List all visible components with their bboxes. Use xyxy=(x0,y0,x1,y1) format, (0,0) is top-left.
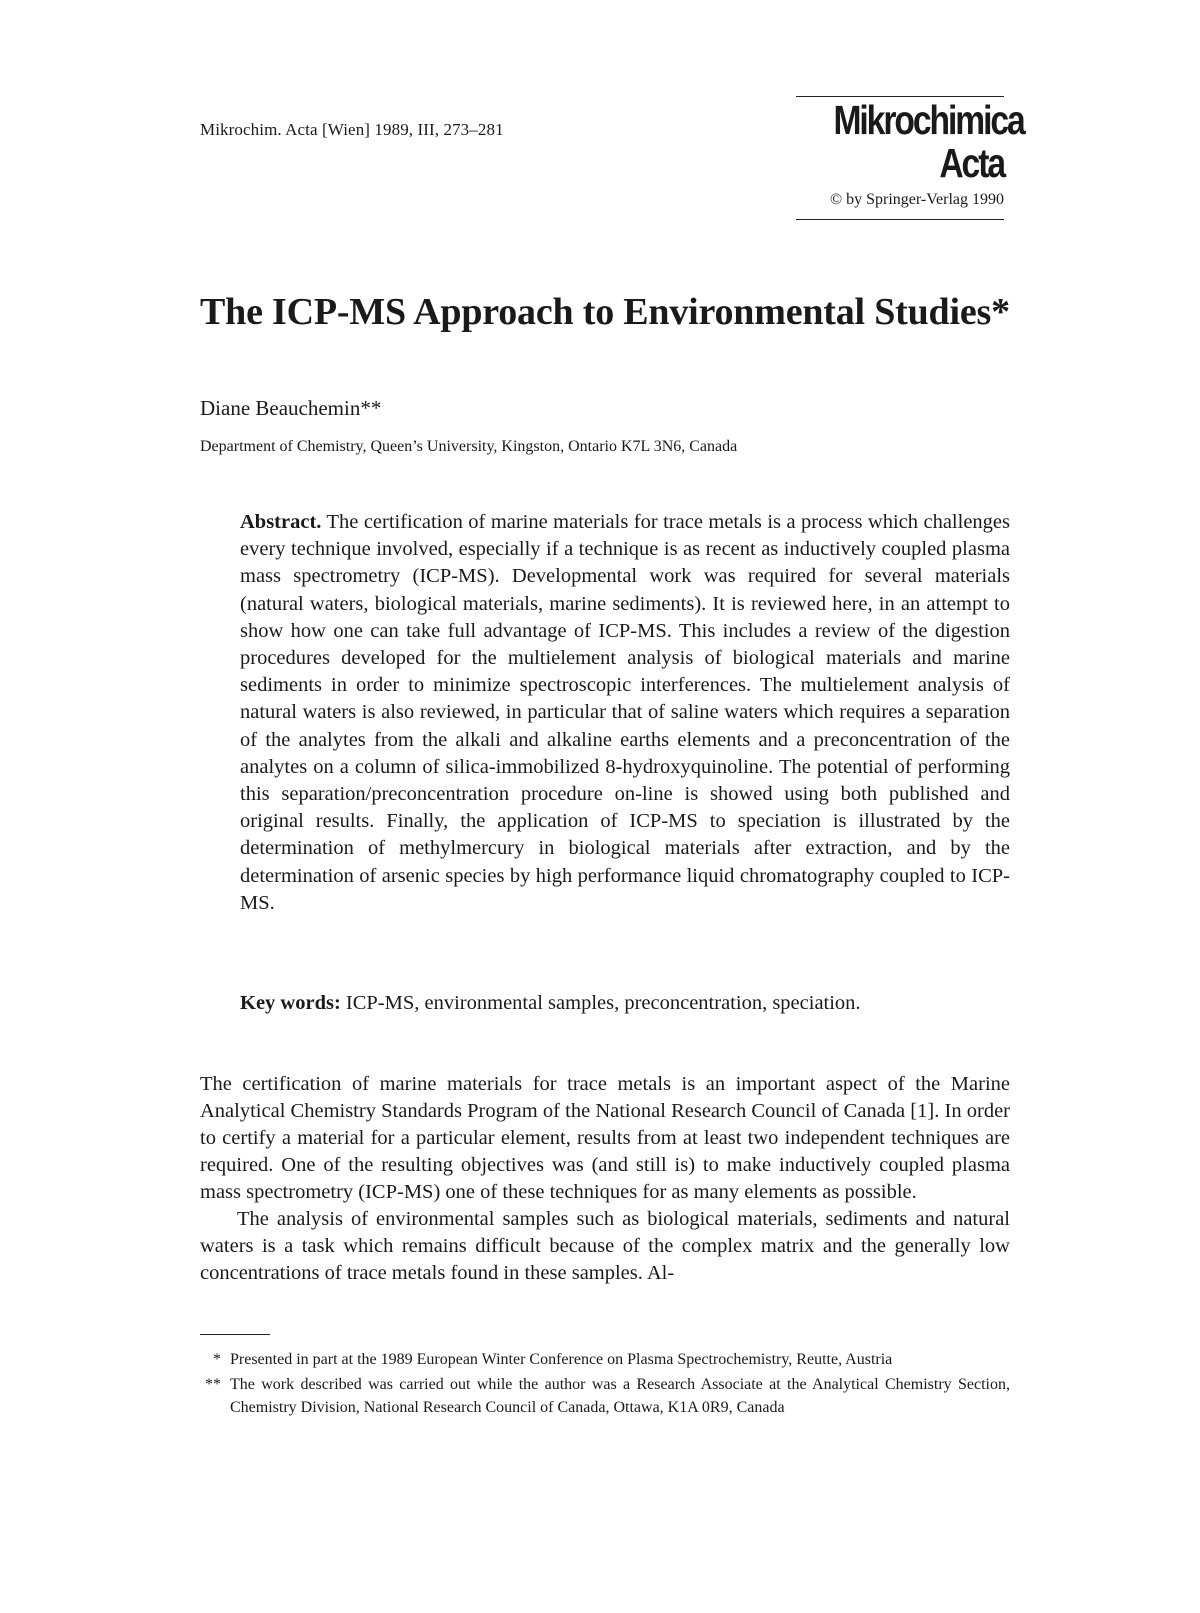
footnote xyxy=(200,1373,1010,1419)
abstract-text: The certification of marine materials for trace metals is a process which challenges every technique involved, especially if a technique is as recent as inductively coupled plasma mass spectrometry (ICP-MS). Developmental work was required for several materials (natural waters, biological materials, marine sediments). It is reviewed here, in an attempt to show how one can take full advantage of ICP-MS. This includes a review of the digestion procedures developed for the multielement analysis of biological materials and marine sediments in order to minimize spectroscopic interferences. The multielement analysis of natural waters is also reviewed, in particular that of saline waters which requires a separation of the analytes from the alkali and alkaline earths elements and a preconcentration of the analytes on a column of silica-immobilized 8-hydroxyquinoline. The potential of performing this separation/preconcentration procedure on-line is showed using both published and original results. Finally, the application of ICP-MS to speciation is illustrated by the determination of methylmercury in biological materials after extraction, and by the determination of arsenic species by high performance liquid chromatography coupled to ICP-MS. xyxy=(240,511,1010,914)
footnote-mark: * xyxy=(213,1351,221,1368)
keywords-text: ICP-MS, environmental samples, preconcentration, speciation. xyxy=(345,992,861,1014)
keywords xyxy=(240,990,1010,1017)
abstract xyxy=(240,509,1010,917)
journal-name-line1: Mikrochimica xyxy=(833,97,1024,143)
footnote-separator xyxy=(200,1334,270,1335)
body-paragraph-1: The certification of marine materials for trace metals is an important aspect of the Marine Analytical Chemistry Standards Program of the National Research Council of Canada [1]. In order to certify a material for a particular element, results from at least two independent techniques are required. One of the resulting objectives was (and still is) to make inductively coupled plasma mass spectrometry (ICP-MS) one of these techniques for as many elements as possible. xyxy=(200,1073,1010,1203)
abstract-label: Abstract. xyxy=(240,511,322,533)
copyright-notice: © by Springer-Verlag 1990 xyxy=(829,191,1004,208)
body-text xyxy=(200,1071,1010,1287)
footnote-text: The work described was carried out while the author was a Research Associate at the Analytical Chemistry Section, Chemistry Division, National Research Council of Canada, Ottawa, K1A 0R9, Canada xyxy=(230,1376,1010,1416)
journal-citation: Mikrochim. Acta [Wien] 1989, III, 273–281 xyxy=(200,120,504,139)
footnotes xyxy=(200,1348,1010,1421)
footnote-mark: ** xyxy=(205,1376,221,1393)
footnote-text: Presented in part at the 1989 European Winter Conference on Plasma Spectrochemistry, Reutte, Austria xyxy=(230,1351,893,1368)
journal-masthead xyxy=(796,96,1024,220)
footnote xyxy=(200,1348,1010,1371)
author-name: Diane Beauchemin** xyxy=(200,396,382,420)
keywords-label: Key words: xyxy=(240,992,341,1014)
body-paragraph-2: The analysis of environmental samples such as biological materials, sediments and natural waters is a task which remains difficult because of the complex matrix and the generally low concentrations of trace metals found in these samples. Al- xyxy=(200,1208,1010,1284)
journal-name-line2: Acta xyxy=(939,140,1004,186)
article-title: The ICP-MS Approach to Environmental Studies* xyxy=(200,291,1010,333)
masthead-bottom-rule xyxy=(796,219,1004,220)
author-affiliation: Department of Chemistry, Queen’s University, Kingston, Ontario K7L 3N6, Canada xyxy=(200,438,738,455)
